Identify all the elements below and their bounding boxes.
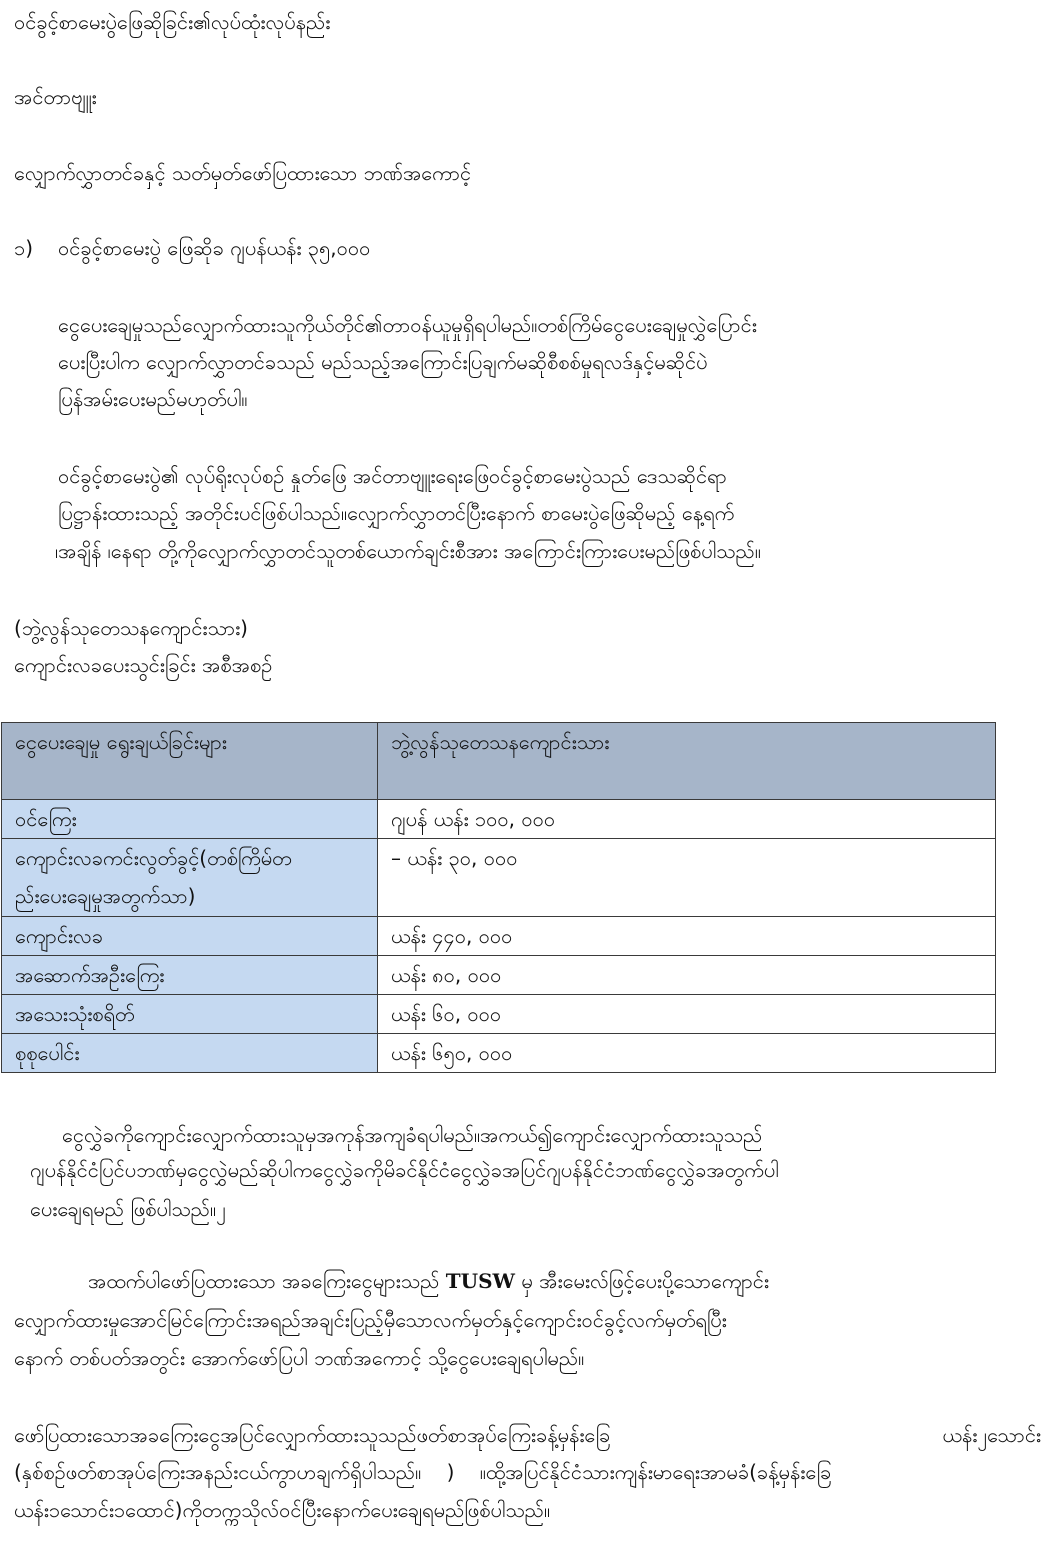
page-title: ဝင်ခွင့်စာမေးပွဲဖြေဆိုခြင်း၏လုပ်ထုံးလုပ်နည်း	[14, 10, 331, 34]
paragraph-line: ငွေလွှဲခကိုကျောင်းလျှောက်ထားသူမှအကုန်အကျခံရပါမည်။အကယ်၍ကျောင်းလျှောက်ထားသူသည်	[62, 1123, 763, 1147]
interview-heading: အင်တာဗျူး	[14, 85, 97, 109]
paragraph-line: ဖော်ပြထားသောအခကြေးငွေအပြင်လျှောက်ထားသူသည်ဖတ်စာအုပ်ကြေးခန့်မှန်းခြေ	[14, 1423, 611, 1447]
item-number: ၁)	[14, 236, 34, 260]
paragraph-text: မှ အီးမေးလ်ဖြင့်ပေးပို့သောကျောင်း	[515, 1269, 769, 1293]
textbook-fee-amount: ယန်း၂သောင်း	[942, 1423, 1041, 1447]
fee-item-label	[2, 839, 378, 917]
paragraph-line: ဝင်ခွင့်စာမေးပွဲ၏ လုပ်ရိုးလုပ်စဉ် နှုတ်ဖြေ အင်တာဗျူးရေးဖြေဝင်ခွင့်စာမေးပွဲသည် ဒေသဆိုင်ရာ	[58, 464, 727, 488]
fee-item-label	[2, 800, 378, 839]
fee-item-text: ဝင်ကြေး	[15, 807, 77, 831]
fee-item-text: အသေးသုံးစရိတ်	[15, 1002, 135, 1026]
paragraph-line: (နှစ်စဉ်ဖတ်စာအုပ်ကြေးအနည်းငယ်ကွာဟချက်ရှိပါသည်။ ) ။ထို့အပြင်နိုင်ငံသားကျန်းမာရေးအာမခံ(ခန့်မှန်းခြေ	[14, 1460, 832, 1484]
paragraph-line: ငွေပေးချေမှုသည်လျှောက်ထားသူကိုယ်တိုင်၏တာဝန်ယူမှုရှိရပါမည်။တစ်ကြိမ်ငွေပေးချေမှုလွှဲပြောင်း	[58, 313, 757, 337]
table-row	[2, 917, 996, 956]
paragraph-line: ဂျပန်နိုင်ငံပြင်ပဘဏ်မှငွေလွှဲမည်ဆိုပါကငွေလွှဲခကိုမိခင်နိုင်ငံငွေလွှဲခအပြင်ဂျပန်နိုင်ငံဘဏ်ငွေလွှဲခအတွက်ပါ	[30, 1158, 779, 1182]
fee-item-text: အဆောက်အဦးကြေး	[15, 963, 165, 987]
paragraph-line: ပေးပြီးပါက လျှောက်လွှာတင်ခသည် မည်သည့်အကြောင်းပြချက်မဆိုစီစစ်မှုရလဒ်နှင့်မဆိုင်ပဲ	[58, 350, 708, 374]
table-header-row	[2, 723, 996, 800]
fee-item-text: ကျောင်းလခ	[15, 924, 103, 948]
fee-amount: ယန်း ၄၄၀, ၀၀၀	[378, 917, 996, 956]
fee-item-label	[2, 1034, 378, 1073]
section-title: (ဘွဲ့လွန်သုတေသနကျောင်းသား)	[14, 616, 248, 640]
fee-and-account-heading: လျှောက်လွှာတင်ခနှင့် သတ်မှတ်ဖော်ပြထားသော ဘဏ်အကောင့်	[14, 161, 472, 185]
column-header-payment-options: ငွေပေးချေမှု ရွေးချယ်ခြင်းများ	[2, 723, 378, 800]
table-row	[2, 995, 996, 1034]
fee-item-text: ကျောင်းလခကင်းလွတ်ခွင့်(တစ်ကြိမ်တ	[15, 846, 292, 870]
paragraph-line: ပေးချေရမည် ဖြစ်ပါသည်။၂	[30, 1197, 226, 1221]
fee-amount: ယန်း ၈၀, ၀၀၀	[378, 956, 996, 995]
paragraph-line: နောက် တစ်ပတ်အတွင်း အောက်ဖော်ပြပါ ဘဏ်အကောင့် သို့ငွေပေးချေရပါမည်။	[14, 1346, 585, 1370]
paragraph-line: ယန်း၁သောင်း၁ထောင်)ကိုတက္ကသိုလ်ဝင်ပြီးနောက်ပေးချေရမည်ဖြစ်ပါသည်။	[14, 1498, 551, 1522]
fee-item-text: ည်းပေးချေမှုအတွက်သာ)	[15, 884, 196, 908]
fee-item-text: စုစုပေါင်း	[15, 1041, 80, 1065]
table-row-total	[2, 1034, 996, 1073]
exam-fee-item: ဝင်ခွင့်စာမေးပွဲ ဖြေဆိုခ ဂျပန်ယန်း ၃၅,၀၀၀	[58, 236, 371, 260]
column-header-student-type: ဘွဲ့လွန်သုတေသနကျောင်းသား	[378, 723, 996, 800]
fee-amount: ဂျပန် ယန်း ၁၀၀, ၀၀၀	[378, 800, 996, 839]
tuition-fee-table	[1, 722, 996, 1073]
fee-amount: – ယန်း ၃၀, ၀၀၀	[378, 839, 996, 917]
fee-amount: ယန်း ၆၀, ၀၀၀	[378, 995, 996, 1034]
fee-item-label	[2, 917, 378, 956]
paragraph-line: ပြန်အမ်းပေးမည်မဟုတ်ပါ။	[58, 387, 248, 411]
section-subtitle: ကျောင်းလခပေးသွင်းခြင်း အစီအစဉ်	[14, 653, 273, 677]
paragraph-text: အထက်ပါဖော်ပြထားသော အခကြေးငွေများသည်	[88, 1269, 446, 1293]
table-row	[2, 800, 996, 839]
table-row	[2, 956, 996, 995]
table-row	[2, 839, 996, 917]
paragraph-line	[88, 1262, 1045, 1300]
fee-amount: ယန်း ၆၅၀, ၀၀၀	[378, 1034, 996, 1073]
paragraph-line: ၊အချိန် ၊နေရာ တို့ကိုလျှောက်လွှာတင်သူတစ်ယောက်ချင်းစီအား အကြောင်းကြားပေးမည်ဖြစ်ပါသည်။	[55, 539, 761, 563]
paragraph-line: လျှောက်ထားမှုအောင်မြင်ကြောင်းအရည်အချင်းပြည့်မှီသောလက်မှတ်နှင့်ကျောင်းဝင်ခွင့်လက်မှတ်ရပြီး	[14, 1308, 727, 1332]
fee-item-label	[2, 995, 378, 1034]
paragraph-line: ပြဋ္ဌာန်းထားသည့် အတိုင်းပင်ဖြစ်ပါသည်။လျှောက်လွှာတင်ပြီးနောက် စာမေးပွဲဖြေဆိုမည့် နေ့ရက်	[58, 501, 735, 525]
organization-name: TUSW	[445, 1269, 516, 1293]
fee-item-label	[2, 956, 378, 995]
